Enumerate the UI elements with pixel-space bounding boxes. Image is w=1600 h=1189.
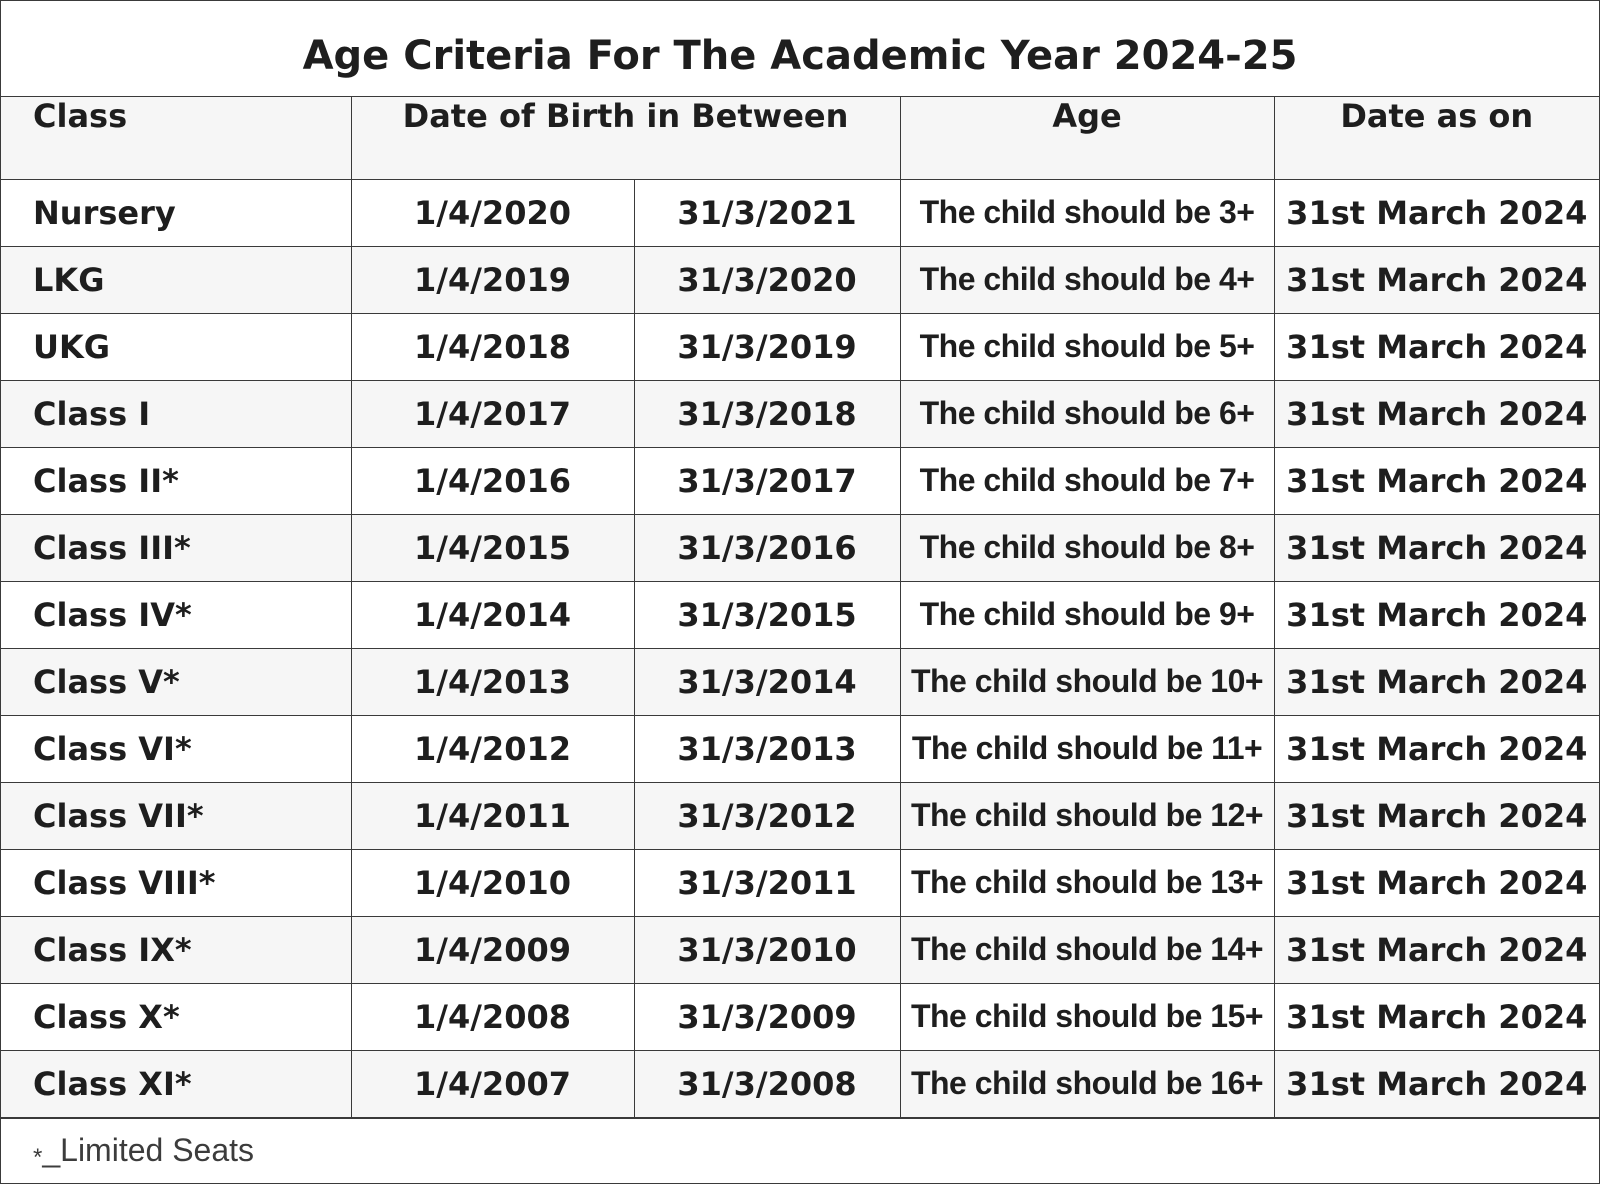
cell-dob-from: 1/4/2012: [351, 715, 634, 782]
cell-dob-to: 31/3/2016: [634, 514, 900, 581]
cell-date-as-on: 31st March 2024: [1274, 581, 1599, 648]
cell-dob-from: 1/4/2015: [351, 514, 634, 581]
cell-date-as-on: 31st March 2024: [1274, 380, 1599, 447]
footnote-text: _Limited Seats: [42, 1131, 255, 1168]
table-header-row: [1, 97, 1599, 179]
cell-date-as-on: 31st March 2024: [1274, 916, 1599, 983]
cell-dob-to: 31/3/2009: [634, 983, 900, 1050]
cell-dob-from: 1/4/2016: [351, 447, 634, 514]
table-row: [1, 447, 1599, 514]
cell-dob-to: 31/3/2017: [634, 447, 900, 514]
cell-age: The child should be 16+: [900, 1050, 1274, 1117]
cell-age: The child should be 4+: [900, 246, 1274, 313]
cell-age: The child should be 8+: [900, 514, 1274, 581]
cell-dob-to: 31/3/2014: [634, 648, 900, 715]
cell-age: The child should be 10+: [900, 648, 1274, 715]
table-row: [1, 916, 1599, 983]
header-dob-between: Date of Birth in Between: [351, 97, 900, 179]
cell-dob-from: 1/4/2019: [351, 246, 634, 313]
cell-dob-from: 1/4/2014: [351, 581, 634, 648]
cell-age: The child should be 9+: [900, 581, 1274, 648]
footnote-marker: *: [33, 1143, 43, 1171]
cell-date-as-on: 31st March 2024: [1274, 849, 1599, 916]
cell-dob-to: 31/3/2018: [634, 380, 900, 447]
cell-age: The child should be 6+: [900, 380, 1274, 447]
cell-class: Class I: [1, 380, 351, 447]
cell-dob-to: 31/3/2010: [634, 916, 900, 983]
footnote: [1, 1118, 1599, 1182]
table-row: [1, 983, 1599, 1050]
cell-age: The child should be 12+: [900, 782, 1274, 849]
cell-dob-from: 1/4/2010: [351, 849, 634, 916]
cell-age: The child should be 14+: [900, 916, 1274, 983]
cell-date-as-on: 31st March 2024: [1274, 447, 1599, 514]
cell-date-as-on: 31st March 2024: [1274, 179, 1599, 246]
cell-dob-from: 1/4/2011: [351, 782, 634, 849]
cell-dob-to: 31/3/2012: [634, 782, 900, 849]
cell-age: The child should be 5+: [900, 313, 1274, 380]
cell-class: UKG: [1, 313, 351, 380]
cell-class: LKG: [1, 246, 351, 313]
table-row: [1, 715, 1599, 782]
cell-date-as-on: 31st March 2024: [1274, 313, 1599, 380]
cell-date-as-on: 31st March 2024: [1274, 1050, 1599, 1117]
cell-date-as-on: 31st March 2024: [1274, 246, 1599, 313]
cell-dob-to: 31/3/2008: [634, 1050, 900, 1117]
cell-date-as-on: 31st March 2024: [1274, 648, 1599, 715]
cell-age: The child should be 3+: [900, 179, 1274, 246]
table-body: [1, 179, 1599, 1117]
table-row: [1, 782, 1599, 849]
cell-age: The child should be 13+: [900, 849, 1274, 916]
cell-dob-to: 31/3/2019: [634, 313, 900, 380]
table-row: [1, 648, 1599, 715]
cell-age: The child should be 15+: [900, 983, 1274, 1050]
table-row: [1, 179, 1599, 246]
cell-class: Class VIII*: [1, 849, 351, 916]
header-date-as-on: Date as on: [1274, 97, 1599, 179]
table-row: [1, 849, 1599, 916]
cell-class: Class II*: [1, 447, 351, 514]
table-row: [1, 514, 1599, 581]
table-row: [1, 313, 1599, 380]
cell-class: Class III*: [1, 514, 351, 581]
table-row: [1, 1050, 1599, 1117]
cell-dob-from: 1/4/2017: [351, 380, 634, 447]
cell-dob-to: 31/3/2013: [634, 715, 900, 782]
table-row: [1, 380, 1599, 447]
cell-dob-to: 31/3/2020: [634, 246, 900, 313]
cell-dob-from: 1/4/2008: [351, 983, 634, 1050]
header-age: Age: [900, 97, 1274, 179]
table-row: [1, 581, 1599, 648]
cell-class: Class IX*: [1, 916, 351, 983]
cell-date-as-on: 31st March 2024: [1274, 983, 1599, 1050]
table-row: [1, 246, 1599, 313]
cell-class: Class X*: [1, 983, 351, 1050]
header-class: Class: [1, 97, 351, 179]
cell-class: Class VII*: [1, 782, 351, 849]
cell-age: The child should be 11+: [900, 715, 1274, 782]
cell-date-as-on: 31st March 2024: [1274, 782, 1599, 849]
cell-age: The child should be 7+: [900, 447, 1274, 514]
cell-class: Nursery: [1, 179, 351, 246]
cell-class: Class XI*: [1, 1050, 351, 1117]
cell-date-as-on: 31st March 2024: [1274, 514, 1599, 581]
cell-dob-from: 1/4/2018: [351, 313, 634, 380]
cell-class: Class VI*: [1, 715, 351, 782]
cell-class: Class V*: [1, 648, 351, 715]
cell-dob-from: 1/4/2013: [351, 648, 634, 715]
cell-dob-from: 1/4/2020: [351, 179, 634, 246]
cell-dob-to: 31/3/2021: [634, 179, 900, 246]
cell-dob-from: 1/4/2007: [351, 1050, 634, 1117]
cell-dob-to: 31/3/2011: [634, 849, 900, 916]
page-title: Age Criteria For The Academic Year 2024-25: [1, 1, 1599, 97]
cell-class: Class IV*: [1, 581, 351, 648]
cell-date-as-on: 31st March 2024: [1274, 715, 1599, 782]
age-criteria-table: [1, 97, 1599, 1118]
cell-dob-to: 31/3/2015: [634, 581, 900, 648]
cell-dob-from: 1/4/2009: [351, 916, 634, 983]
